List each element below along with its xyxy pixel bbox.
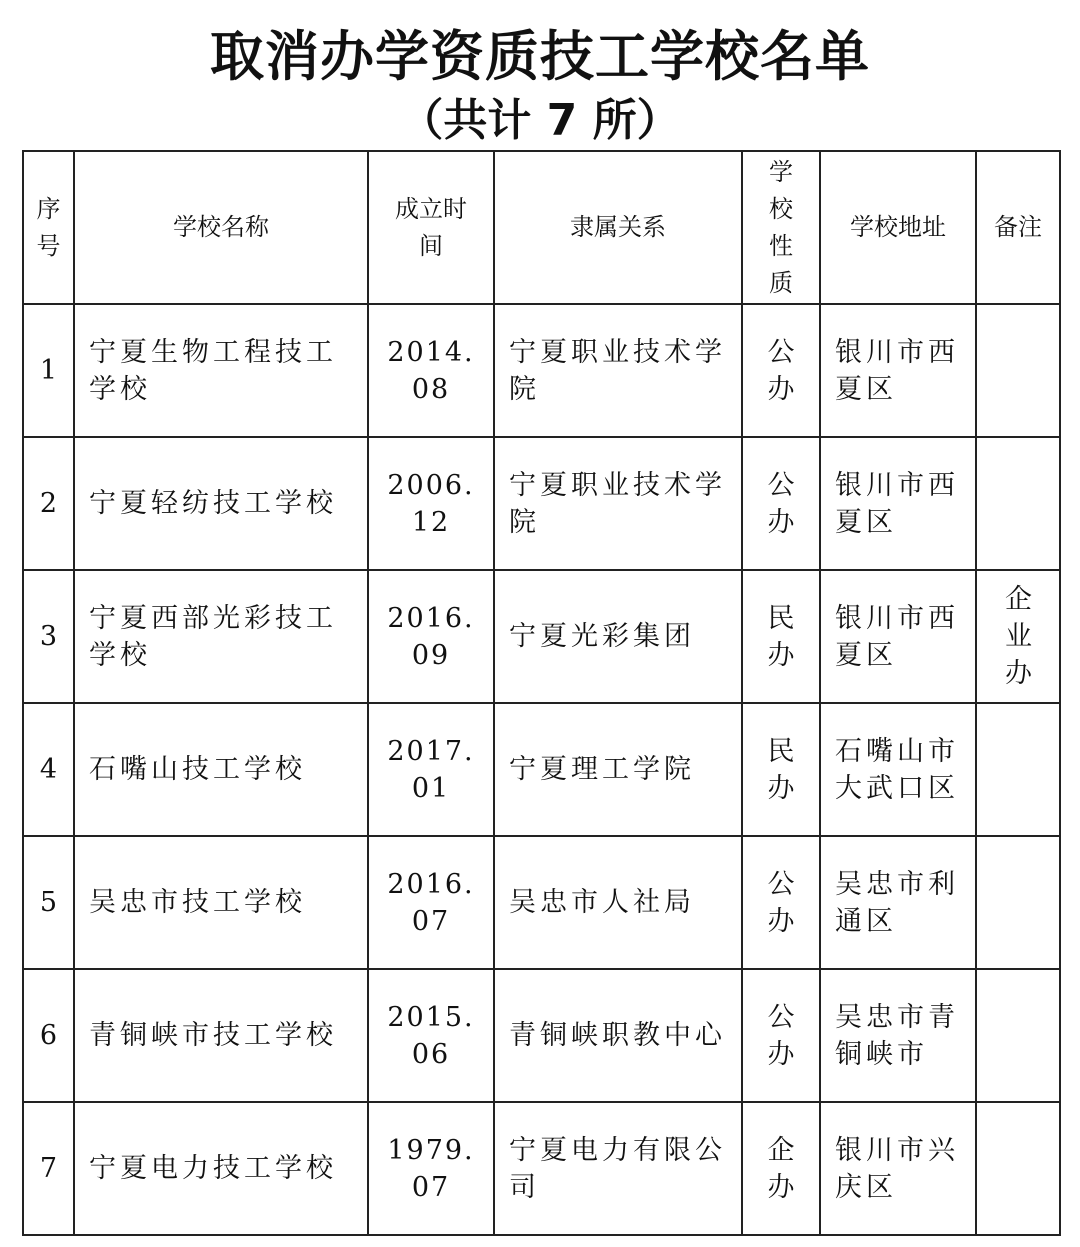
table-row [23,304,1060,437]
cell-address: 石嘴山市大武口区 [820,703,976,836]
table-row [23,969,1060,1102]
table-body [23,304,1060,1235]
cell-founded-date: 2016.09 [368,570,494,703]
cell-address: 吴忠市利通区 [820,836,976,969]
table-row [23,1102,1060,1235]
cell-index: 7 [23,1102,74,1235]
cell-founded-date: 2016.07 [368,836,494,969]
cell-school-name: 宁夏轻纺技工学校 [74,437,368,570]
page-title: 取消办学资质技工学校名单 [210,25,870,88]
page-subtitle: （共计 7 所） [399,95,681,146]
cell-affiliation: 宁夏职业技术学院 [494,304,742,437]
cell-school-type: 企办 [742,1102,820,1235]
cell-address: 银川市西夏区 [820,570,976,703]
school-list-table [22,150,1061,1236]
cell-school-type: 公办 [742,304,820,437]
cell-founded-date: 2006.12 [368,437,494,570]
cell-school-name: 吴忠市技工学校 [74,836,368,969]
cell-note [976,969,1060,1102]
cell-founded-date: 1979.07 [368,1102,494,1235]
cell-note [976,304,1060,437]
cell-index: 1 [23,304,74,437]
header-date: 成立时间 [368,151,494,304]
cell-school-name: 宁夏电力技工学校 [74,1102,368,1235]
table-row [23,836,1060,969]
table-header [23,151,1060,304]
table-row [23,570,1060,703]
cell-affiliation: 宁夏职业技术学院 [494,437,742,570]
cell-address: 吴忠市青铜峡市 [820,969,976,1102]
cell-index: 4 [23,703,74,836]
header-affiliation: 隶属关系 [494,151,742,304]
header-address: 学校地址 [820,151,976,304]
header-index: 序号 [23,151,74,304]
header-name: 学校名称 [74,151,368,304]
cell-affiliation: 宁夏光彩集团 [494,570,742,703]
cell-school-name: 青铜峡市技工学校 [74,969,368,1102]
table-row [23,703,1060,836]
cell-affiliation: 宁夏电力有限公司 [494,1102,742,1235]
cell-school-name: 宁夏生物工程技工学校 [74,304,368,437]
cell-affiliation: 吴忠市人社局 [494,836,742,969]
cell-school-type: 公办 [742,969,820,1102]
cell-school-name: 石嘴山技工学校 [74,703,368,836]
cell-school-type: 民办 [742,570,820,703]
table-row [23,437,1060,570]
cell-school-type: 公办 [742,437,820,570]
cell-address: 银川市兴庆区 [820,1102,976,1235]
cell-note [976,836,1060,969]
cell-note [976,1102,1060,1235]
cell-index: 6 [23,969,74,1102]
cell-school-name: 宁夏西部光彩技工学校 [74,570,368,703]
cell-address: 银川市西夏区 [820,437,976,570]
cell-index: 2 [23,437,74,570]
cell-note [976,703,1060,836]
header-type: 学校性质 [742,151,820,304]
cell-school-type: 民办 [742,703,820,836]
cell-address: 银川市西夏区 [820,304,976,437]
cell-index: 3 [23,570,74,703]
cell-note: 企业办 [976,570,1060,703]
cell-founded-date: 2015.06 [368,969,494,1102]
cell-affiliation: 青铜峡职教中心 [494,969,742,1102]
cell-founded-date: 2014.08 [368,304,494,437]
cell-index: 5 [23,836,74,969]
cell-affiliation: 宁夏理工学院 [494,703,742,836]
cell-founded-date: 2017.01 [368,703,494,836]
cell-note [976,437,1060,570]
header-note: 备注 [976,151,1060,304]
header-row [23,151,1060,304]
cell-school-type: 公办 [742,836,820,969]
